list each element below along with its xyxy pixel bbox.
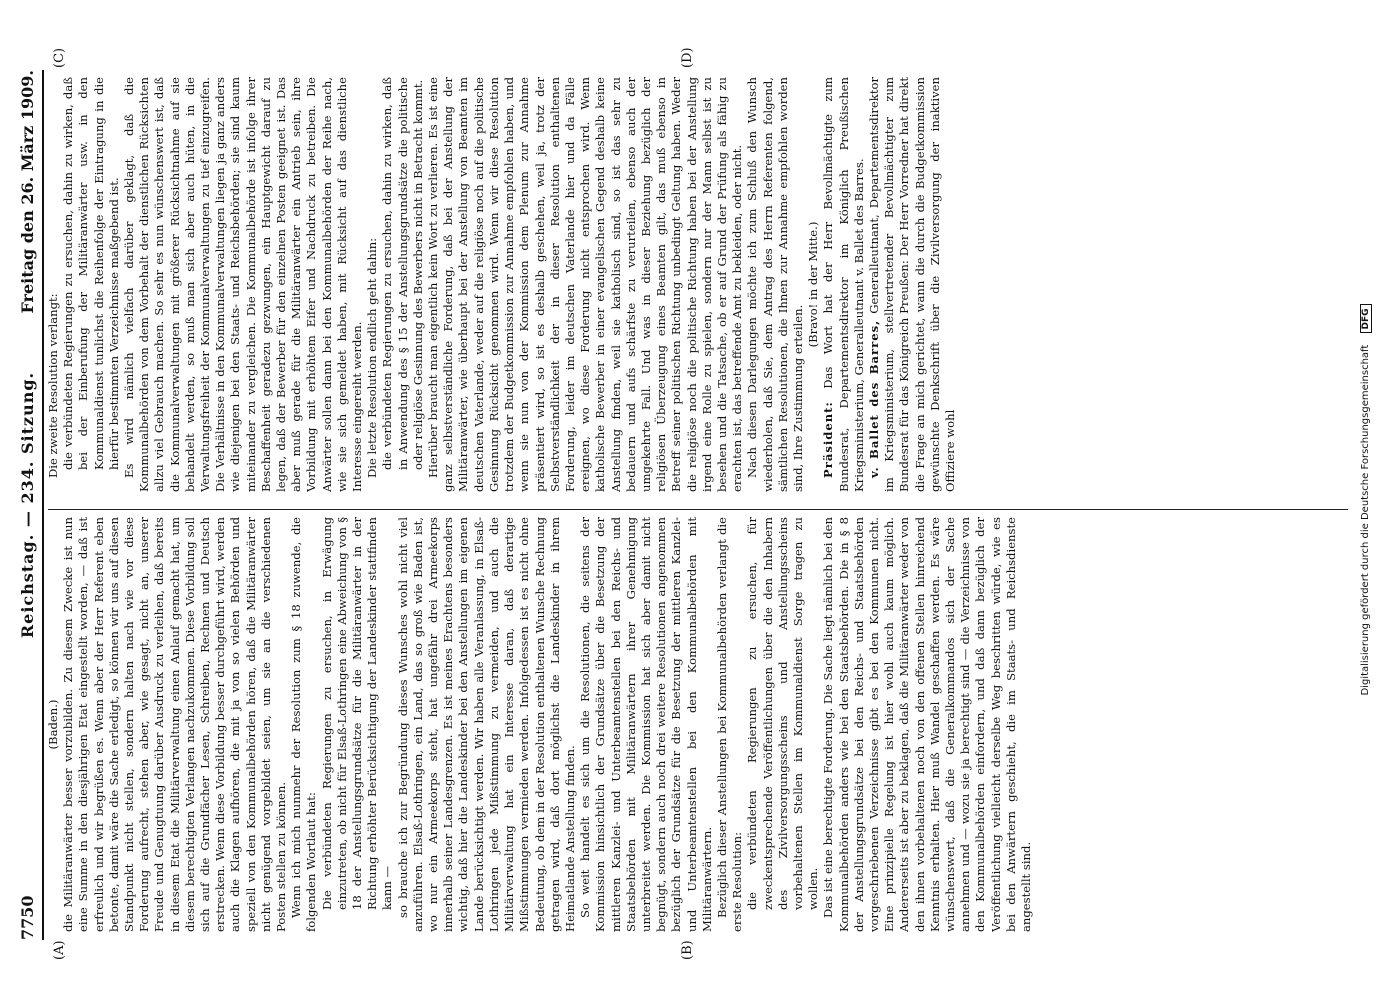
page-title: Reichstag. — 234. Sitzung. [18, 371, 37, 639]
paragraph: Nach diesen Darlegungen möchte ich zum Schluß den Wunsch wiederholen, daß Sie, dem Antrag des Herrn Referenten folgend, sämtlichen Resolutionen, die Ihnen zur Annahme empfohlen worden sind, Ihre Zustimmung erteilen. [745, 77, 805, 492]
paragraph: So weit handelt es sich um die Resolutionen, die seitens der Kommission hinsichtlich der Grundsätze über die Besetzung der mittleren Kanzlei- und Unterbeamtenstellen bei den Reichs- und Staatsbehörden mit Militäranwärtern ihrer Genehmigung unterbreitet werden. Die Kommission hat sich aber damit nicht begnügt, sondern auch noch drei weitere Resolutionen angenommen bezüglich der Grundsätze für die Besetzung der mittleren Kanzlei- und Unterbeamtenstellen bei den Kommunalbehörden mit Militäranwärtern. [578, 517, 714, 932]
paragraph: die Militäranwärter besser vorzubilden. Zu diesem Zwecke ist nun eine Summe in den diesjährigen Etat eingestellt worden, — daß ist erfreulich und wir begrüßen es. Wenn aber der Herr Referent eben betonte, damit wäre die Sache erledigt, so können wir uns auf diesen Standpunkt nicht stellen, sondern halten nach wie vor diese Forderung aufrecht, stehen aber, wie gesagt, nicht an, unserer Freude und Genugtuung darüber Ausdruck zu verleihen, daß bereits in diesem Etat die Militärverwaltung einen Anlauf gemacht hat, um diesem berechtigten Verlangen nachzukommen. Diese Vorbildung soll sich auf die Grundfächer Lesen, Schreiben, Rechnen und Deutsch erstrecken. Wenn diese Vorbildung besser durchgeführt wird, werden auch die Klagen aufhören, die mit ja von so vielen Behörden und speziell von den Kommunalbehörden hören, daß die Militäranwärter nicht genügend vorgebildet seien, um sie an die verschiedenen Posten stellen zu können. [61, 517, 289, 932]
paragraph: Die zweite Resolution verlangt: [46, 293, 60, 478]
speaker-minister: v. Ballet des Barres, [866, 319, 881, 478]
paragraph: Wenn ich mich nunmehr der Resolution zum § 18 zuwende, die folgenden Wortlaut hat: [289, 517, 319, 932]
digitization-footer [1360, 0, 1380, 1000]
resolution-quote: die verbündeten Regierungen zu ersuchen, dahin zu wirken, daß in Anwendung des § 15 der Anstellungsgrundsätze die politische oder religiöse Gesinnung des Bewerbers nicht in Betracht kommt. [380, 77, 425, 470]
applause-note: (Bravo! in der Mitte.) [806, 221, 821, 348]
right-column [46, 77, 1346, 492]
paragraph: Hierüber braucht man eigentlich kein Wort zu verlieren. Es ist eine ganz selbstverständliche Forderung, daß bei der Anstellung der Militäranwärter, wie überhaupt bei der Anstellung von Beamten im deutschen Vaterlande, weder auf die religiöse noch auf die politische Gesinnung Rücksicht genommen wird. Wenn wir diese Resolution trotzdem der Budgetkommission zur Annahme empfohlen haben, und wenn sie nun von der Kommission dem Plenum zur Annahme präsentiert wird, so ist es deshalb geschehen, weil ja, trotz der Selbstverständlichkeit der in dieser Resolution enthaltenen Forderung, leider im deutschen Vaterlande hier und da Fälle ereignen, wo diese Forderung nicht entsprochen wird. Wenn katholische Bewerber in einer evangelischen Gegend deshalb keine Anstellung finden, weil sie katholisch sind, so ist das sehr zu bedauern und aufs schärfste zu verurteilen, ebenso auch der umgekehrte Fall. Und was in dieser Beziehung bezüglich der religiösen Überzeugung eines Beamten gilt, das muß ebenso in Betreff seiner politischen Richtung unbedingt Geltung haben. Weder die religiöse noch die politische Richtung haben bei der Anstellung irgend eine Rolle zu spielen, sondern nur der Mann selbst ist zu besehen und die Tatsache, ob er auf Grund der Prüfung als fähig zu erachten ist, das betreffende Amt zu bekleiden, oder nicht. [426, 77, 745, 492]
margin-mark-a: (A) [52, 940, 67, 960]
resolution-quote: Die verbündeten Regierungen zu ersuchen, in Erwägung einzutreten, ob nicht für Elsaß-Lothringen eine Abweichung von § 18 der Anstellungsgrundsätze für die Militäranwärter in der Richtung erhöhter Berücksichtigung der Landeskinder stattfinden kann — [319, 517, 395, 910]
minister-paragraph [867, 77, 958, 492]
footer-text: Digitalisierung gefördert durch die Deutsche Forschungsgemeinschaft [1360, 344, 1371, 696]
left-column [46, 517, 1346, 932]
speaker-president: Präsident: [821, 401, 836, 478]
paragraph: Bezüglich dieser Anstellungen bei Kommunalbehörden verlangt die erste Resolution: [714, 517, 745, 932]
margin-mark-c: (C) [52, 47, 67, 68]
page-header [18, 70, 44, 940]
page-number: 7750 [18, 895, 37, 940]
column-divider [48, 509, 1348, 510]
resolution-quote: die verbündeten Regierungen zu ersuchen, dahin zu wirken, daß bei der Einberufung der Militäranwärter usw. in den Kommunaldienst tunlichst die Reihenfolge der Eintragung in die hierfür bestimmten Verzeichnisse maßgebend ist. [61, 77, 121, 470]
paragraph: Es wird nämlich vielfach darüber geklagt, daß die Kommunalbehörden von dem Vorbehalt der dienstlichen Rücksichten allzu viel Gebrauch machen. So sehr es nun wünschenswert ist, daß die Kommunalverwaltungen mit größerer Rücksichtnahme auf sie behandelt werden, so muß man sich aber auch hüten, in die Verwaltungsfreiheit der Kommunalverwaltungen zu tief einzugreifen. Die Verhältnisse in den Kommunalverwaltungen liegen ja ganz anders wie diejenigen bei den Staats- und Reichsbehörden; sie sind kaum miteinander zu vergleichen. Die Kommunalbehörde ist infolge ihrer Beschaffenheit geradezu gezwungen, ein Hauptgewicht darauf zu legen, daß der Bewerber für den einzelnen Posten geeignet ist. Das aber muß gerade für die Militäranwärter ein Antrieb sein, ihre Vorbildung mit erhöhtem Eifer und Nachdruck zu betreiben. Die Anwärter sollen dann bei den Kommunalbehörden der Reihe nach, wie sie sich gemeldet haben, mit Rücksicht auf das dienstliche Interesse eingereiht werden. [122, 77, 365, 492]
paragraph: so brauche ich zur Begründung dieses Wunsches wohl nicht viel anzuführen. Elsaß-Lothringen, ein Land, das so groß wie Baden ist, wo nur ein Armeekorps steht, hat ungefähr drei Armeekorps innerhalb seiner Landesgrenzen. Es ist meines Erachtens besonders wichtig, daß hier die Landeskinder bei den Anstellungen im eigenen Lande berücksichtigt werden. Wir haben alle Veranlassung, in Elsaß-Lothringen jede Mißstimmung zu vermeiden, und auch die Militärverwaltung hat ein Interesse daran, daß derartige Mißstimmungen vermieden werden. Infolgedessen ist es nicht ohne Bedeutung, ob dem in der Resolution enthaltenen Wunsche Rechnung getragen wird, daß dort möglichst die Landeskinder in ihrem Heimatlande Anstellung finden. [395, 517, 577, 932]
paragraph: Die letzte Resolution endlich geht dahin: [365, 237, 380, 478]
resolution-quote: die verbündeten Regierungen zu ersuchen, für zweckentsprechende Veröffentlichungen über die den Inhabern des Zivilversorgungsscheins und Anstellungsscheins vorbehaltenen Stellen im Kommunaldienst Sorge tragen zu wollen. [745, 517, 821, 910]
paragraph: Das ist eine berechtigte Forderung. Die Sache liegt nämlich bei den Kommunalbehörden anders wie bei den Staatsbehörden. Die in § 8 der Anstellungsgrundsätze bei den Reichs- und Staatsbehörden vorgeschriebenen Verzeichnisse gibt es bei den Kommunen nicht. Eine prinzipielle Regelung ist hier wohl auch kaum möglich. Andererseits ist aber zu beklagen, daß die Militäranwärter weder von den ihnen vorbehaltenen noch von den offenen Stellen hinreichend Kenntnis erhalten. Hier muß Wandel geschaffen werden. Es wäre wünschenswert, daß die Generalkommandos sich der Sache annehmen und — wozu sie ja berechtigt sind — die Verzeichnisse von den Kommunalbehörden einfordern, und daß dann bezüglich der Veröffentlichung vielleicht derselbe Weg beschritten würde, wie es bei den Anwärtern geschieht, die im Staats- und Reichsdienste angestellt sind. [821, 517, 1033, 932]
president-text: Das Wort hat der Herr Bevollmächtigte zum Bundesrat, Departementsdirektor im Königlich Preußischen Kriegsministerium, Generalleutnant v. Ballet des Barres. [821, 77, 866, 492]
president-paragraph [821, 77, 867, 492]
speaker-tag: (Baden.) [46, 699, 60, 750]
session-date: Freitag den 26. März 1909. [18, 70, 37, 314]
margin-mark-b: (B) [680, 940, 695, 960]
dfg-logo: DFG [1360, 304, 1372, 333]
minister-text: Generalleutnant, Departementsdirektor im Kriegsministerium, stellvertretender Bevollmächtigter zum Bundesrat für das Königreich Preußen: Der Herr Vorredner hat direkt die Frage an mich gerichtet, wann die durch die Budgetkommission gewünschte Denkschrift über die Zivilversorgung der inaktiven Offiziere wohl [866, 77, 957, 492]
margin-mark-d: (D) [680, 47, 695, 68]
